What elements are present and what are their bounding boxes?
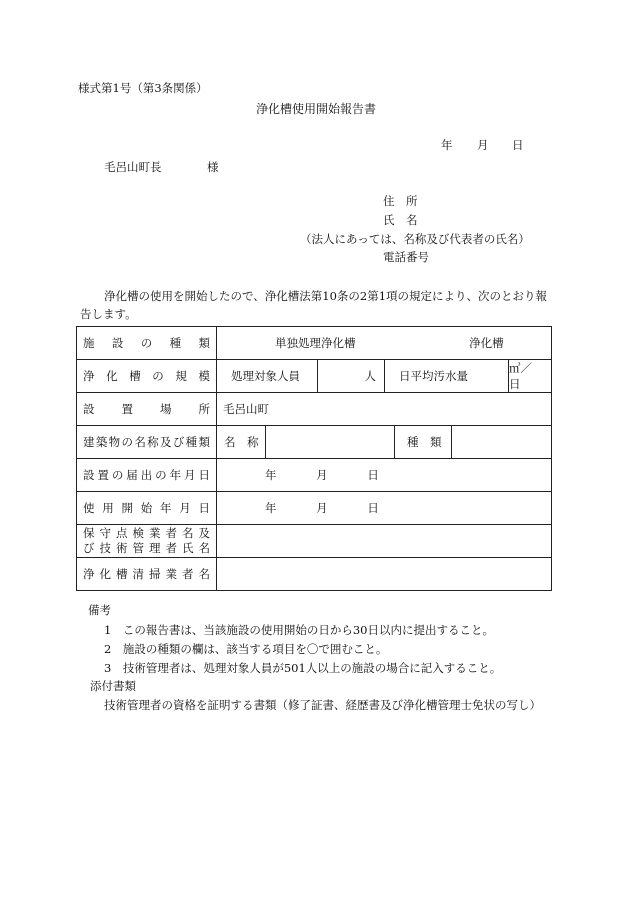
cleaner-label: 浄化槽清掃業者名 — [77, 558, 217, 591]
start-year: 年 — [265, 501, 277, 515]
notes-item-2: 2 施設の種類の欄は、該当する項目を〇で囲むこと。 — [104, 642, 388, 656]
location-field[interactable] — [217, 393, 552, 426]
form-number: 様式第1号（第3条関係） — [78, 81, 208, 95]
date-day: 日 — [512, 138, 524, 152]
facility-type-option-single[interactable]: 単独処理浄化槽 — [275, 336, 356, 350]
date-year: 年 — [441, 138, 453, 152]
page-title: 浄化槽使用開始報告書 — [256, 102, 377, 116]
notes-item-1: 1 この報告書は、当該施設の使用開始の日から30日以内に提出すること。 — [104, 623, 494, 637]
row-building — [77, 426, 552, 459]
location-value: 毛呂山町 — [223, 402, 269, 416]
start-month: 月 — [316, 501, 328, 515]
body-text-line1: 浄化槽の使用を開始したので、浄化槽法第10条の2第1項の規定により、次のとおり報 — [104, 289, 548, 303]
building-cell — [217, 426, 552, 459]
addressee-name: 毛呂山町長 — [104, 160, 162, 174]
report-table — [76, 326, 552, 591]
persons-label: 処理対象人員 — [231, 369, 300, 383]
notification-day: 日 — [367, 468, 379, 482]
applicant-phone-label: 電話番号 — [383, 250, 429, 264]
cleaner-field[interactable] — [217, 558, 552, 591]
row-start-date — [77, 492, 552, 525]
applicant-address-label: 住 所 — [383, 194, 418, 208]
tank-size-label: 浄化槽の規模 — [77, 360, 217, 393]
flow-label: 日平均汚水量 — [384, 360, 508, 392]
row-notification-date — [77, 459, 552, 492]
row-tank-size — [77, 360, 552, 393]
flow-field[interactable] — [508, 360, 551, 392]
notification-year: 年 — [265, 468, 277, 482]
notes-item-3: 3 技術管理者は、処理対象人員が501人以上の施設の場合に記入すること。 — [104, 661, 502, 675]
facility-type-options[interactable] — [217, 327, 552, 360]
applicant-corp-note: （法人にあっては、名称及び代表者の氏名） — [300, 232, 530, 246]
flow-unit: ㎥／日 — [509, 361, 532, 391]
date-month: 月 — [477, 138, 489, 152]
attachments-text: 技術管理者の資格を証明する書類（修了証書、経歴書及び浄化槽管理士免状の写し） — [104, 698, 541, 712]
body-text-line2: 告します。 — [80, 307, 137, 321]
building-label: 建築物の名称及び種類 — [77, 426, 217, 459]
persons-field[interactable] — [317, 360, 384, 392]
maintenance-label: 保守点検業者名及 び技術管理者氏名 — [77, 525, 217, 558]
start-date-label: 使用開始年月日 — [77, 492, 217, 525]
tank-size-cell — [217, 360, 552, 393]
addressee-honorific: 様 — [207, 160, 219, 174]
notification-date-field[interactable] — [217, 459, 552, 492]
location-label: 設置場所 — [77, 393, 217, 426]
building-name-label: 名 称 — [224, 435, 259, 449]
facility-type-option-combined[interactable]: 浄化槽 — [469, 336, 504, 350]
attachments-heading: 添付書類 — [90, 679, 136, 693]
persons-unit: 人 — [364, 369, 376, 383]
start-day: 日 — [367, 501, 379, 515]
building-kind-label: 種 類 — [394, 426, 451, 458]
building-kind-field[interactable] — [451, 426, 551, 458]
row-cleaner — [77, 558, 552, 591]
row-location — [77, 393, 552, 426]
notes-heading: 備考 — [88, 603, 111, 617]
start-date-field[interactable] — [217, 492, 552, 525]
building-name-field[interactable] — [265, 426, 394, 458]
facility-type-label: 施設の種類 — [77, 327, 217, 360]
maintenance-field[interactable] — [217, 525, 552, 558]
notification-date-label: 設置の届出の年月日 — [77, 459, 217, 492]
applicant-name-label: 氏 名 — [383, 213, 418, 227]
notification-month: 月 — [316, 468, 328, 482]
row-facility-type — [77, 327, 552, 360]
row-maintenance — [77, 525, 552, 558]
